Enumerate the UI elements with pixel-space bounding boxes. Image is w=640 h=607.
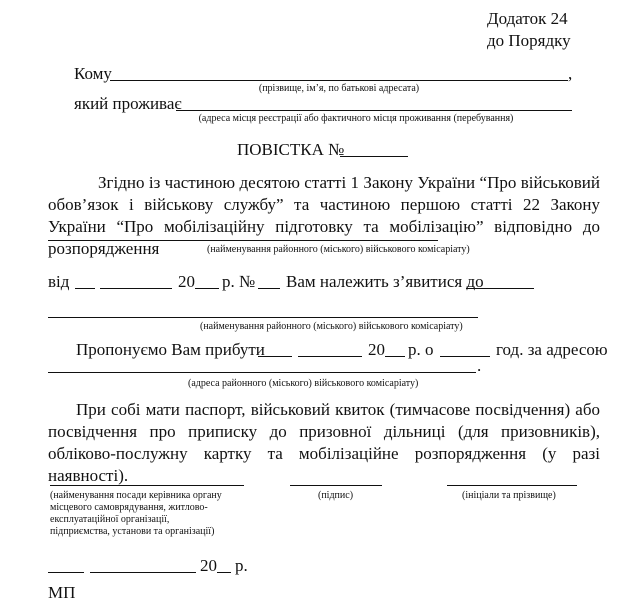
arrival-day-line[interactable] [258, 356, 292, 357]
arrival-address-hint: (адреса районного (міського) військового комісаріату) [188, 378, 419, 389]
order-year-prefix: 20 [178, 272, 195, 291]
order-month-line[interactable] [100, 288, 172, 289]
appear-to-line[interactable] [466, 288, 534, 289]
footer-year-suffix: р. [235, 556, 248, 575]
order-number-label: р. № [222, 272, 256, 291]
addendum-reference: до Порядку [487, 31, 571, 50]
footer-year-prefix: 20 [200, 556, 217, 575]
signature-hint: (підпис) [318, 490, 354, 501]
arrival-year-line[interactable] [385, 356, 405, 357]
initials-hint: (ініціали та прізвище) [462, 490, 556, 501]
footer-day-line[interactable] [48, 572, 84, 573]
summons-title: ПОВІСТКА № [237, 140, 345, 159]
footer-year-line[interactable] [217, 572, 231, 573]
arrival-time-label: р. о [408, 340, 434, 359]
initials-line[interactable] [447, 485, 577, 486]
recipient-name-hint: (прізвище, ім’я, по батькові адресата) [258, 83, 420, 94]
position-hint-1: (найменування посади керівника органу [50, 490, 222, 501]
appear-text: Вам належить з’явитися до [286, 272, 484, 291]
to-label: Кому [74, 64, 112, 83]
arrival-hour-line[interactable] [440, 356, 490, 357]
arrival-year-prefix: 20 [368, 340, 385, 359]
order-office-hint: (найменування районного (міського) військового комісаріату) [207, 244, 470, 255]
arrival-month-line[interactable] [298, 356, 362, 357]
to-comma: , [568, 64, 573, 83]
propose-text: Пропонуємо Вам прибути [76, 340, 265, 359]
recipient-address-line[interactable] [176, 110, 572, 111]
summons-number-line[interactable] [340, 156, 408, 157]
appear-office-line[interactable] [48, 317, 478, 318]
position-hint-2: місцевого самоврядування, житлово- [50, 502, 208, 513]
stamp-place: МП [48, 583, 76, 602]
from-label: від [48, 272, 70, 291]
recipient-address-hint: (адреса місця реєстрації або фактичного місця проживання (перебування) [198, 113, 514, 124]
arrival-hours-text: год. за адресою [496, 340, 608, 359]
appear-office-hint: (найменування районного (міського) військового комісаріату) [200, 321, 463, 332]
arrival-address-line[interactable] [48, 372, 476, 373]
signature-line[interactable] [290, 485, 382, 486]
recipient-name-line[interactable] [110, 80, 568, 81]
position-hint-3: експлуатаційної організації, [50, 514, 170, 525]
lives-label: який проживає [74, 94, 182, 113]
order-year-line[interactable] [195, 288, 219, 289]
intro-paragraph: Згідно із частиною десятою статті 1 Закону України “Про військовий обов’язок і військову службу” та частиною першою статті 22 Закону України “Про мобілізаційну підготовку та мобілізацію” відповідно до розпорядження [48, 173, 600, 258]
documents-paragraph: При собі мати паспорт, військовий квиток (тимчасове посвідчення) або посвідчення про приписку до призовної дільниці (для призовників), обліково-послужну картку та мобілізаційне розпорядження (у разі наявності). [48, 400, 600, 485]
addendum-number: Додаток 24 [487, 9, 568, 28]
position-hint-4: підприємства, установи та організації) [50, 526, 215, 537]
footer-month-line[interactable] [90, 572, 196, 573]
position-line[interactable] [50, 485, 244, 486]
order-day-line[interactable] [75, 288, 95, 289]
order-number-line[interactable] [258, 288, 280, 289]
order-office-line[interactable] [48, 240, 438, 241]
arrival-period: . [477, 356, 482, 375]
